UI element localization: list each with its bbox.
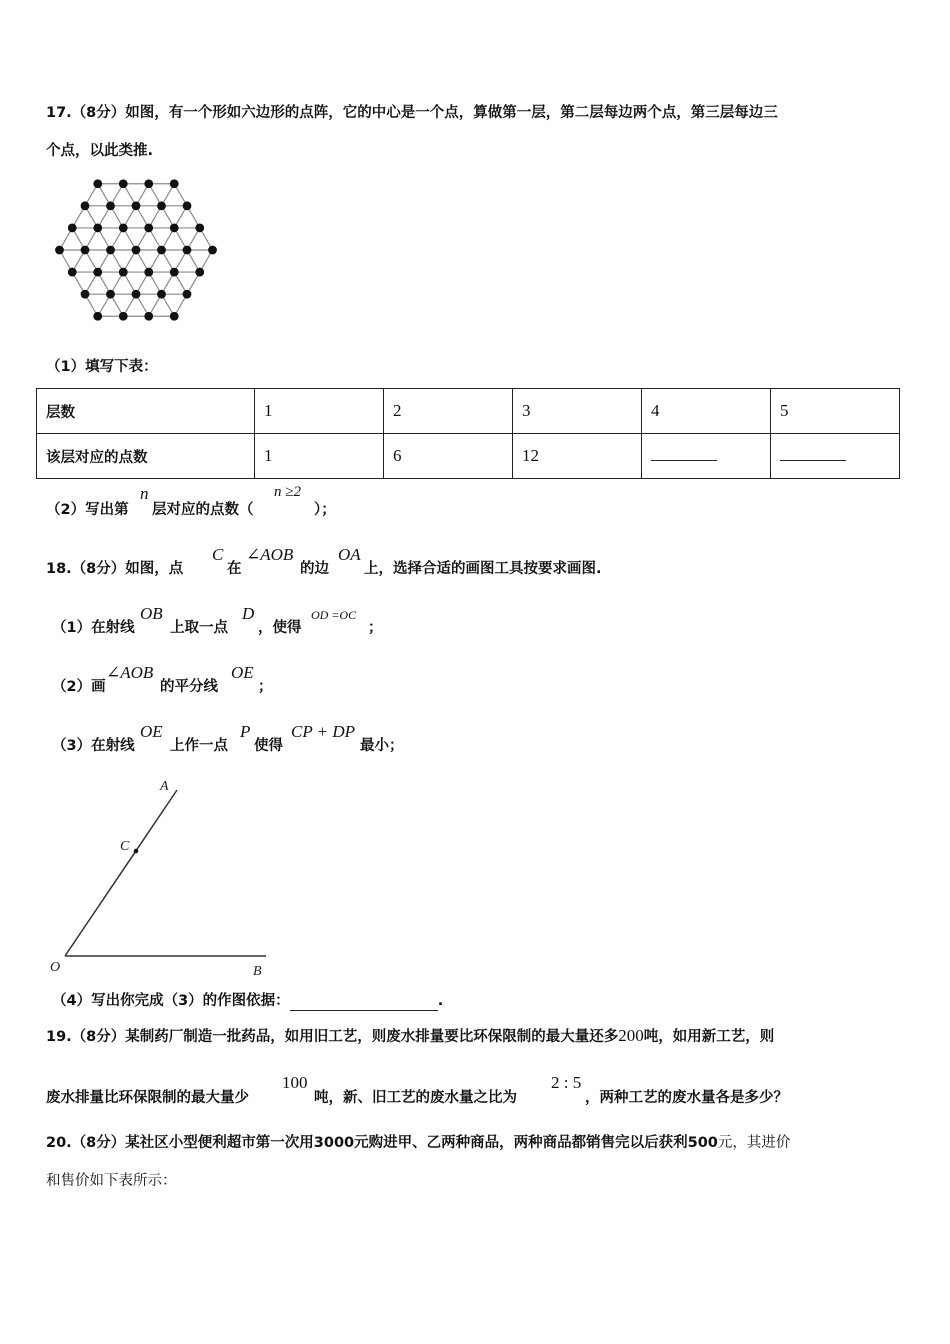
- lattice-dot: [144, 268, 153, 277]
- lattice-dot: [144, 312, 153, 321]
- lattice-dot: [144, 179, 153, 188]
- math-OE: OE: [231, 663, 254, 682]
- answer-blank-cell[interactable]: [771, 434, 900, 479]
- q18-p1-b: 上取一点: [170, 620, 228, 636]
- label-a: A: [160, 779, 169, 794]
- math-condition: n ≥2: [274, 484, 301, 500]
- lattice-dot: [55, 246, 64, 255]
- q18-p4: [52, 991, 443, 1011]
- label-o: O: [50, 960, 61, 975]
- lattice-dot: [157, 201, 166, 210]
- q18-p4-end: .: [437, 993, 444, 1009]
- lattice-dot: [157, 246, 166, 255]
- lattice-dot: [81, 246, 90, 255]
- q18-intro-d: 上，选择合适的画图工具按要求画图.: [364, 561, 602, 577]
- q18-intro-a: 18.（8分）如图，点: [46, 561, 184, 577]
- answer-blank-cell[interactable]: [642, 434, 771, 479]
- q19-text-d: 吨，新、旧工艺的废水量之比为: [314, 1090, 517, 1106]
- table-cell: 4: [642, 389, 771, 434]
- math-ratio: 2 : 5: [551, 1073, 582, 1092]
- q20-line1: [46, 1133, 790, 1153]
- q18-p2-c: ；: [258, 679, 273, 695]
- lattice-dot: [170, 224, 179, 233]
- q17-part2-c: ）；: [314, 502, 336, 518]
- math-OE: OE: [140, 722, 163, 741]
- q18-p2-b: 的平分线: [160, 679, 218, 695]
- table-cell: 5: [771, 389, 900, 434]
- math-n: n: [140, 484, 149, 503]
- table-row: [37, 389, 900, 434]
- math-od-eq-oc: OD =OC: [311, 608, 357, 622]
- math-OA: OA: [338, 545, 361, 564]
- q18-p4-text: （4）写出你完成（3）的作图依据：: [52, 993, 290, 1009]
- q18-p1-c: ，使得: [258, 620, 302, 636]
- table-cell: 1: [255, 389, 384, 434]
- q18-p3-c: 使得: [254, 738, 283, 754]
- lattice-dot: [195, 268, 204, 277]
- math-C: C: [212, 545, 224, 564]
- q20-text-a: 20.（8分）某社区小型便利超市第一次用3000元购进甲、乙两种商品，两种商品都销售完以后获利500: [46, 1135, 718, 1151]
- lattice-dot: [170, 179, 179, 188]
- q18-p3-d: 最小；: [360, 738, 404, 754]
- lattice-dot: [132, 246, 141, 255]
- lattice-dot: [119, 312, 128, 321]
- lattice-dot: [119, 268, 128, 277]
- ray-oa: [65, 790, 177, 956]
- hexagon-dot-lattice: [50, 170, 232, 332]
- q19-text-c: 废水排量比环保限制的最大量少: [46, 1090, 249, 1106]
- table-header-cell: 该层对应的点数: [37, 434, 255, 479]
- angle-aob-figure: [40, 770, 280, 985]
- q17-part2-a: （2）写出第: [46, 502, 129, 518]
- answer-blank[interactable]: [651, 450, 717, 461]
- lattice-dot: [106, 290, 115, 299]
- q18-intro-c: 的边: [300, 561, 329, 577]
- lattice-dot: [93, 268, 102, 277]
- q19-line1: [46, 1026, 774, 1047]
- q20-unit: 元: [717, 1135, 733, 1151]
- table-cell: 3: [513, 389, 642, 434]
- lattice-dot: [93, 224, 102, 233]
- lattice-dot: [106, 201, 115, 210]
- label-b: B: [253, 964, 262, 979]
- q18-p3-b: 上作一点: [170, 738, 228, 754]
- q19-text-a: 19.（8分）某制药厂制造一批药品，如用旧工艺，则废水排量要比环保限制的最大量还多: [46, 1029, 619, 1045]
- label-c: C: [120, 839, 130, 854]
- table-cell: 6: [384, 434, 513, 479]
- dot-count-table: [36, 388, 900, 479]
- lattice-dot: [195, 224, 204, 233]
- answer-blank[interactable]: [290, 996, 438, 1011]
- math-D: D: [242, 604, 255, 623]
- table-cell: 12: [513, 434, 642, 479]
- lattice-dot: [183, 201, 192, 210]
- lattice-dot: [93, 179, 102, 188]
- lattice-dot: [144, 224, 153, 233]
- lattice-dot: [170, 312, 179, 321]
- q20-text-b: ，其进价: [732, 1135, 791, 1151]
- q19-text-e: ，两种工艺的废水量各是多少？: [585, 1090, 788, 1106]
- lattice-dot: [119, 179, 128, 188]
- q19-text-b: 吨，如用新工艺，则: [643, 1029, 775, 1045]
- lattice-dot: [132, 201, 141, 210]
- table-row: [37, 434, 900, 479]
- math-200: 200: [618, 1026, 644, 1045]
- math-P: P: [240, 722, 251, 741]
- q17-line2: 个点，以此类推.: [46, 143, 154, 159]
- q17-part2-b: 层对应的点数（: [152, 502, 254, 518]
- lattice-dot: [183, 246, 192, 255]
- math-OB: OB: [140, 604, 163, 623]
- math-100: 100: [282, 1073, 308, 1092]
- lattice-dot: [68, 224, 77, 233]
- table-cell: 1: [255, 434, 384, 479]
- table-cell: 2: [384, 389, 513, 434]
- table-header-cell: 层数: [37, 389, 255, 434]
- q17-part1: （1）填写下表：: [46, 359, 158, 375]
- q18-p2-a: （2）画: [52, 679, 106, 695]
- q18-intro-b: 在: [227, 561, 242, 577]
- lattice-dot: [132, 290, 141, 299]
- q18-p3-a: （3）在射线: [52, 738, 135, 754]
- lattice-dot: [68, 268, 77, 277]
- lattice-dot: [183, 290, 192, 299]
- answer-blank[interactable]: [780, 450, 846, 461]
- lattice-dot: [170, 268, 179, 277]
- lattice-dot: [208, 246, 217, 255]
- q18-p1-d: ；: [368, 620, 383, 636]
- lattice-dot: [93, 312, 102, 321]
- math-angle-aob: ∠AOB: [106, 663, 154, 682]
- lattice-dot: [106, 246, 115, 255]
- q18-p1-a: （1）在射线: [52, 620, 135, 636]
- q17-line1: 17.（8分）如图，有一个形如六边形的点阵，它的中心是一个点，算做第一层，第二层每边两个点，第三层每边三: [46, 105, 778, 121]
- math-cp-plus-dp: CP + DP: [291, 722, 356, 741]
- lattice-dot: [81, 201, 90, 210]
- lattice-dot: [157, 290, 166, 299]
- q20-line2: 和售价如下表所示：: [46, 1173, 177, 1189]
- lattice-dot: [119, 224, 128, 233]
- lattice-dot: [81, 290, 90, 299]
- math-angle-aob: ∠AOB: [246, 545, 294, 564]
- point-c: [134, 849, 139, 854]
